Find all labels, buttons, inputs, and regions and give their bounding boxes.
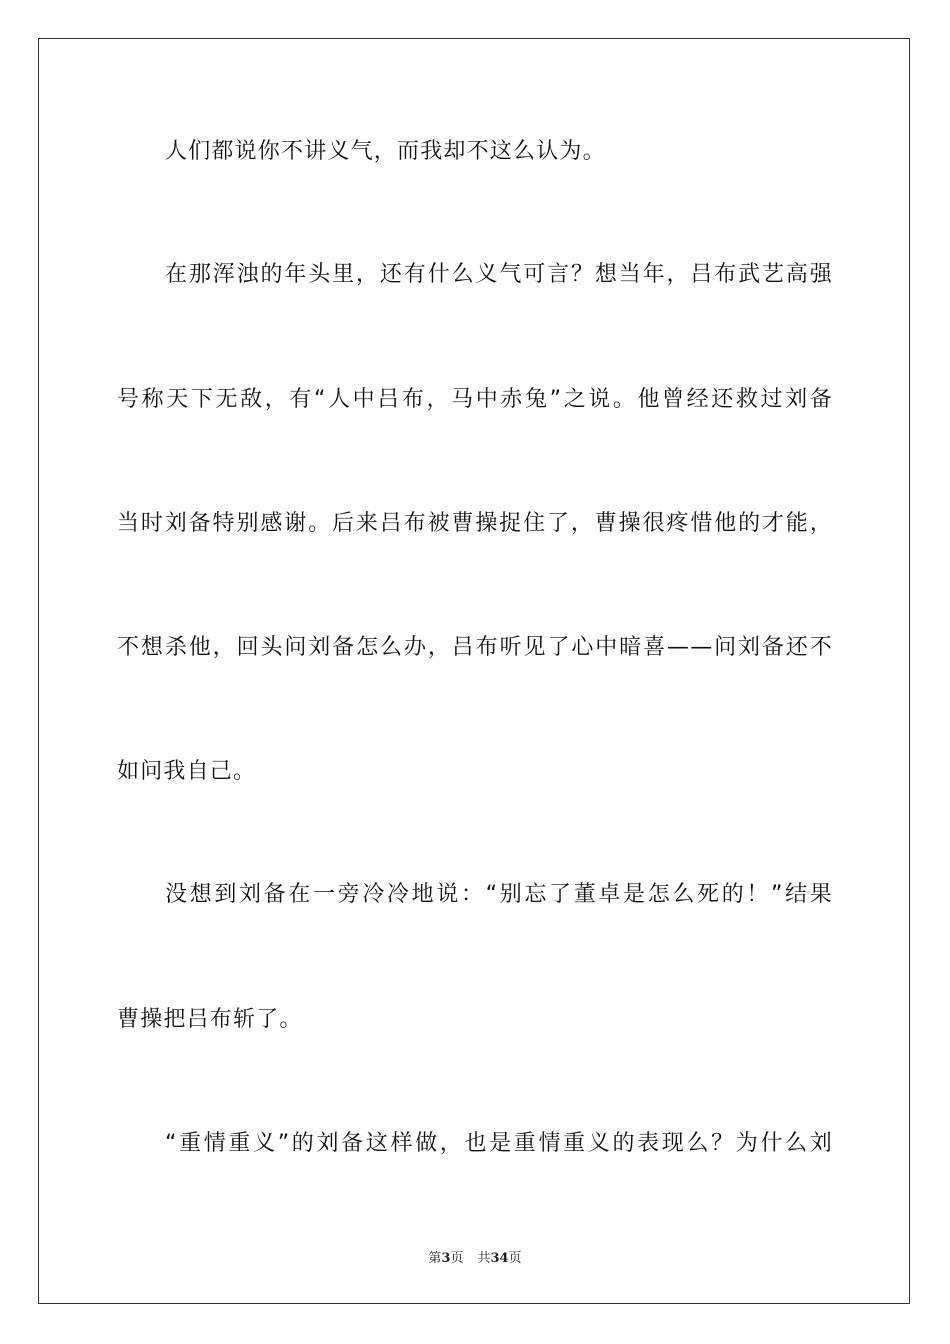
page-suffix: 页 (450, 1251, 464, 1266)
text-line: 号称天下无敌，有“人中吕布，马中赤兔”之说。他曾经还救过刘备 (117, 387, 833, 412)
text-line: 不想杀他，回头问刘备怎么办，吕布听见了心中暗喜——问刘备还不 (117, 635, 833, 660)
text-line: 曹操把吕布斩了。 (117, 1007, 303, 1032)
total-suffix: 页 (508, 1251, 522, 1266)
page-footer (0, 1247, 950, 1266)
page-prefix: 第 (428, 1251, 442, 1266)
text-line: 没想到刘备在一旁冷冷地说：“别忘了董卓是怎么死的！”结果 (165, 882, 833, 907)
text-line: 如问我自己。 (117, 759, 257, 784)
text-line: 在那浑浊的年头里，还有什么义气可言？想当年，吕布武艺高强 (165, 262, 833, 287)
text-line: 当时刘备特别感谢。后来吕布被曹操捉住了，曹操很疼惜他的才能， (117, 511, 833, 536)
page-number: 3 (441, 1251, 451, 1266)
text-line: “重情重义”的刘备这样做，也是重情重义的表现么？为什么刘 (165, 1131, 833, 1156)
total-pages: 34 (490, 1251, 509, 1266)
text-line: 人们都说你不讲义气，而我却不这么认为。 (165, 139, 606, 164)
page-border (38, 38, 910, 1304)
total-prefix: 共 (477, 1251, 491, 1266)
